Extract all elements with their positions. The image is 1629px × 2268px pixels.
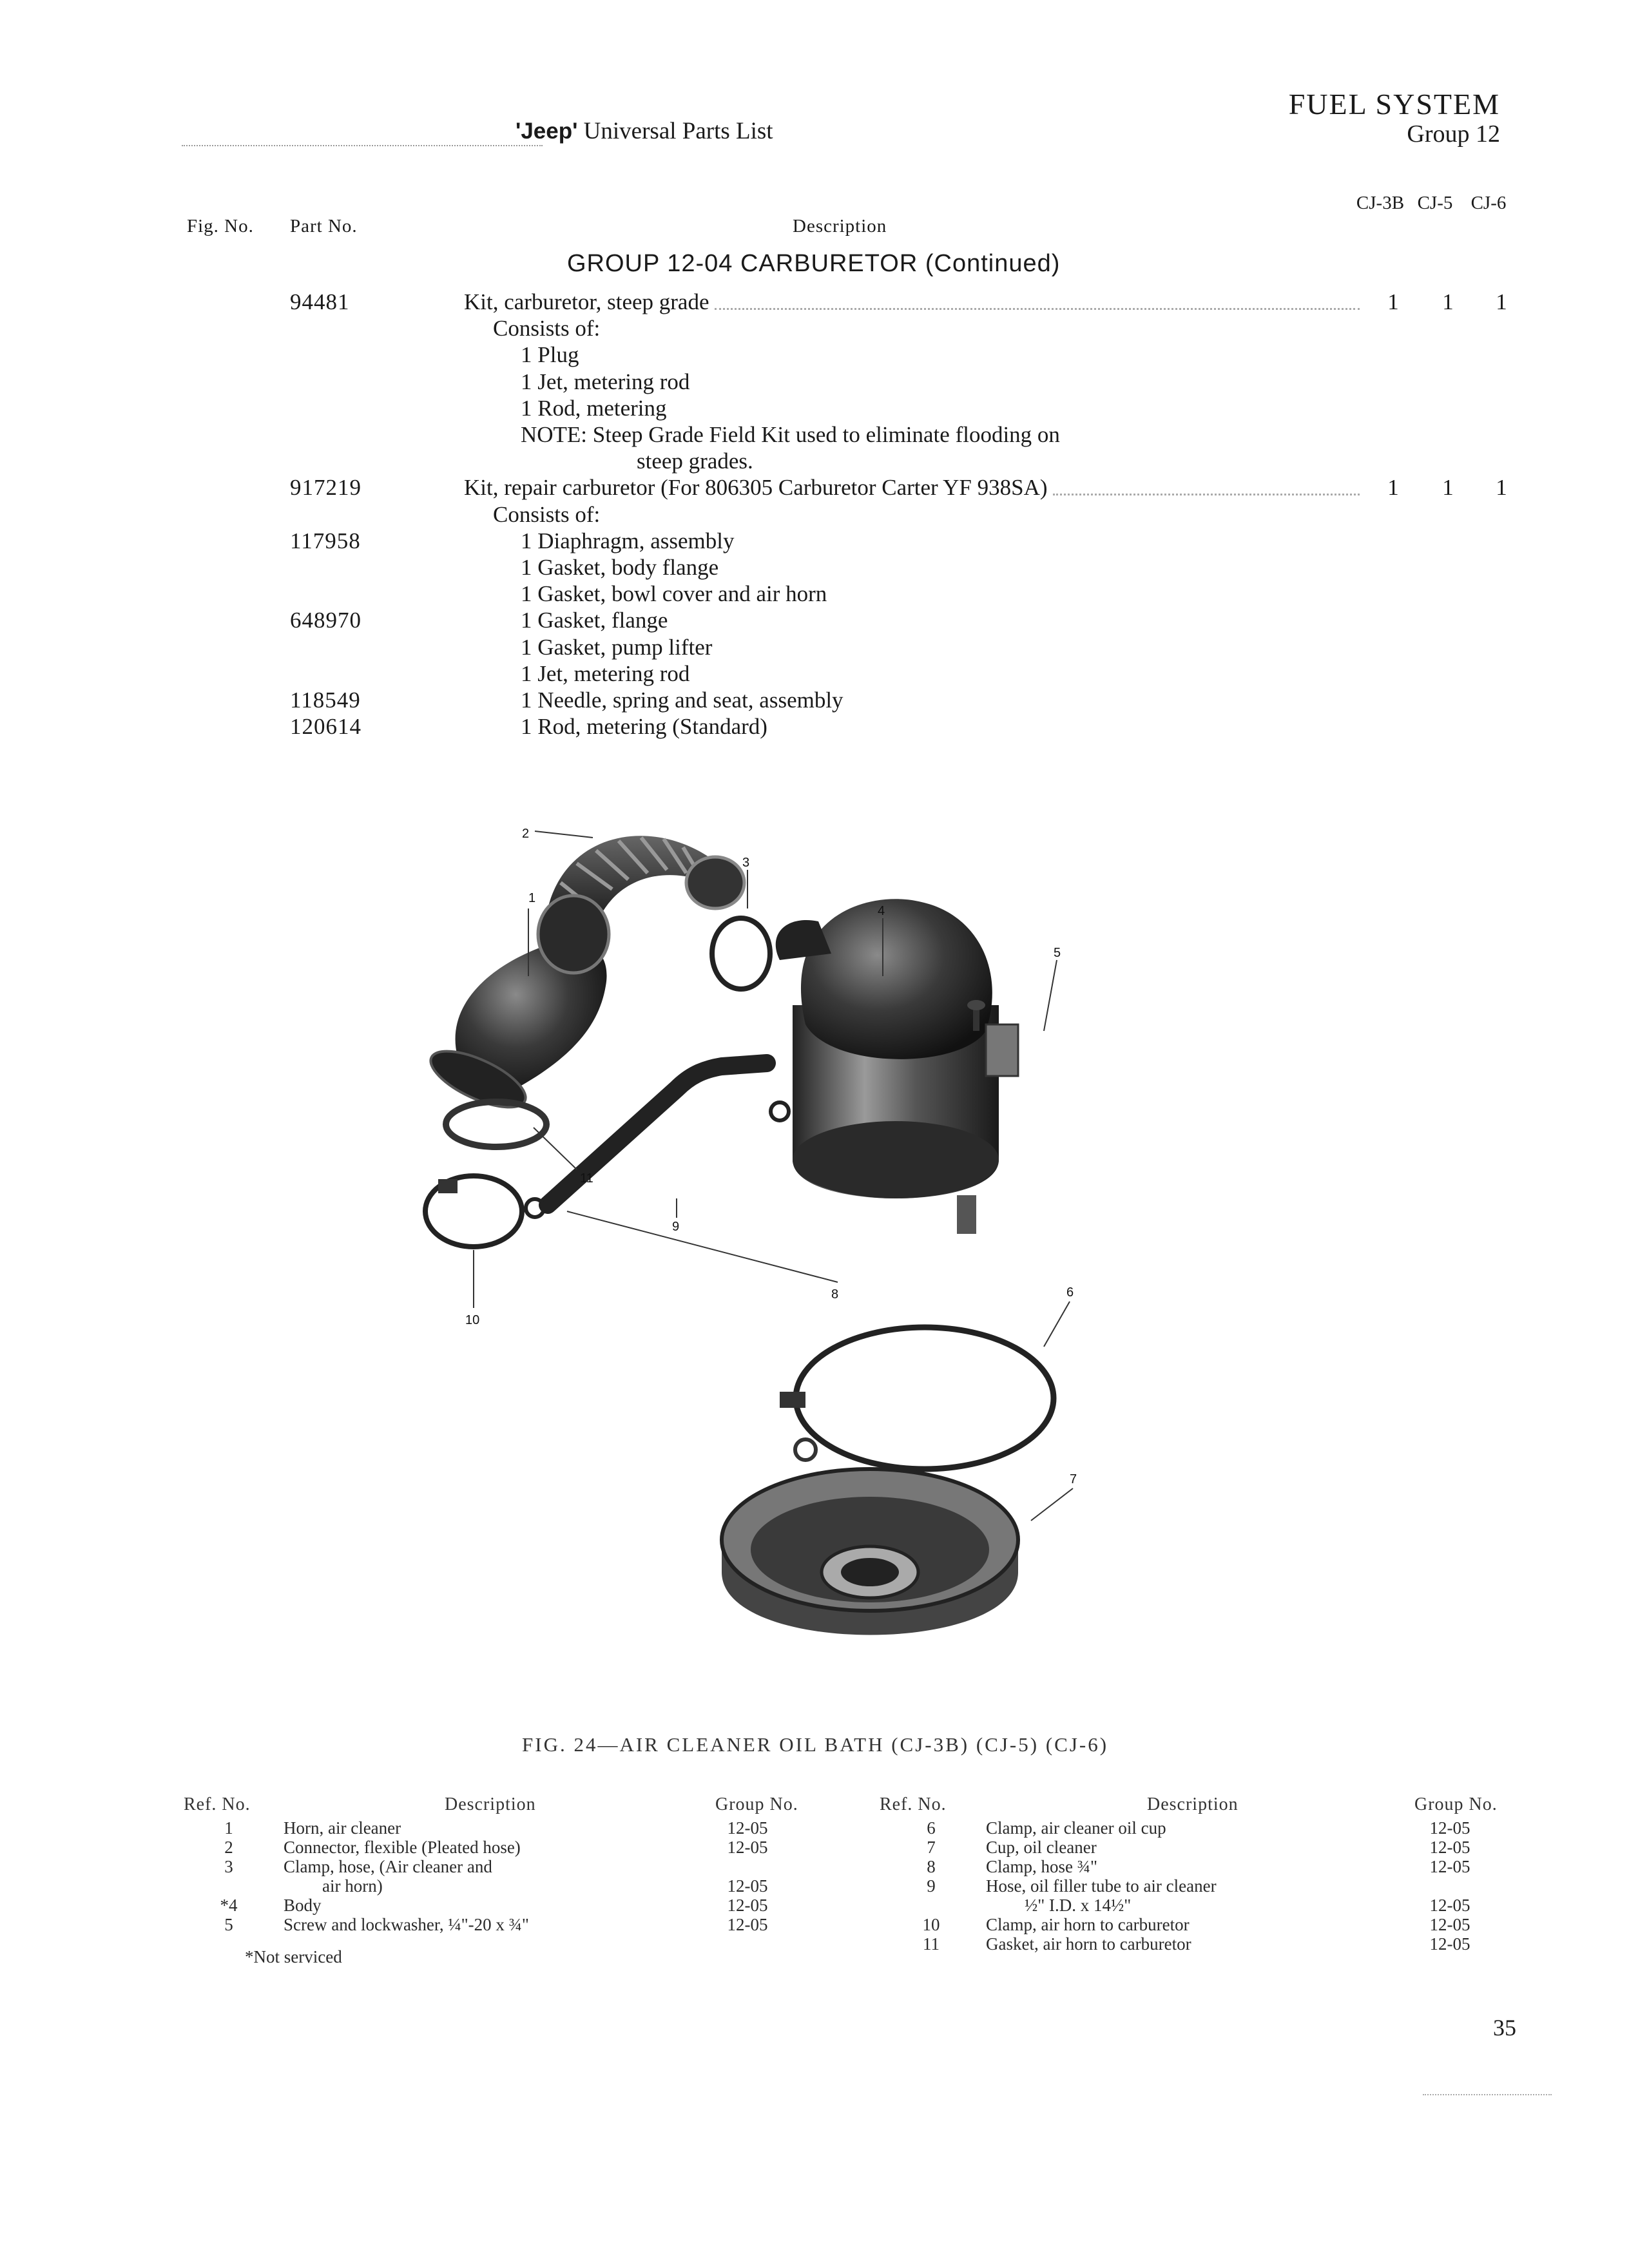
part-number: 917219 <box>290 475 361 501</box>
part-description: 1 Gasket, pump lifter <box>521 634 713 660</box>
part-number: 117958 <box>290 528 361 553</box>
dotted-leader <box>715 308 1360 310</box>
part-number: 120614 <box>290 714 361 740</box>
oil-cup-clamp-part <box>780 1327 1054 1469</box>
model-columns <box>0 192 1629 244</box>
legend-ref-no: 8 <box>927 1857 936 1876</box>
legend-description: Hose, oil filler tube to air cleaner <box>986 1876 1217 1896</box>
legend-group-no: 12-05 <box>1429 1838 1470 1857</box>
legend-ref-no: 9 <box>927 1876 936 1896</box>
parts-row <box>0 713 1629 740</box>
quantity-cj-3b: 1 <box>1387 289 1399 314</box>
parts-row <box>0 474 1629 501</box>
clamp-part-3 <box>712 918 770 989</box>
legend-ref-no: 1 <box>224 1818 233 1838</box>
legend-footnote: *Not serviced <box>245 1947 342 1966</box>
legend-description: Horn, air cleaner <box>284 1818 401 1838</box>
model-cj3b: CJ-3B <box>1356 193 1405 213</box>
legend-group-no: 12-05 <box>727 1915 768 1934</box>
callout-11: 11 <box>580 1171 593 1186</box>
legend-group-header-right: Group No. <box>1414 1794 1498 1814</box>
parts-row <box>0 501 1629 528</box>
parts-row <box>0 341 1629 368</box>
legend-ref-no: 11 <box>923 1934 940 1954</box>
legend-group-no: 12-05 <box>1429 1915 1470 1934</box>
document-title <box>516 117 773 145</box>
legend-group-header-left: Group No. <box>715 1794 798 1814</box>
figure-caption: FIG. 24—AIR CLEANER OIL BATH (CJ-3B) (CJ-5) (CJ-6) <box>522 1733 1109 1756</box>
callout-9: 9 <box>672 1220 680 1234</box>
part-description: steep grades. <box>637 448 753 474</box>
parts-row <box>0 528 1629 554</box>
legend-description: ½" I.D. x 14½" <box>1025 1896 1132 1915</box>
part-description: Kit, repair carburetor (For 806305 Carburetor Carter YF 938SA) <box>464 475 1048 501</box>
legend-description: Screw and lockwasher, ¼"-20 x ¾" <box>284 1915 529 1934</box>
title-text: Universal Parts List <box>577 118 773 144</box>
parts-row <box>0 607 1629 633</box>
quantity-cj-3b: 1 <box>1387 475 1399 501</box>
quantity-cj-5: 1 <box>1442 289 1454 314</box>
callout-10: 10 <box>465 1313 480 1327</box>
legend-desc-header-right: Description <box>1147 1794 1239 1814</box>
part-description: 1 Needle, spring and seat, assembly <box>521 687 843 713</box>
legend-description: Body <box>284 1896 322 1915</box>
callout-2: 2 <box>522 827 530 841</box>
part-description: Consists of: <box>493 316 601 341</box>
legend-group-no: 12-05 <box>727 1818 768 1838</box>
callout-8: 8 <box>831 1287 839 1302</box>
legend-group-no: 12-05 <box>1429 1818 1470 1838</box>
part-description: 1 Jet, metering rod <box>521 369 690 394</box>
brand-name: 'Jeep' <box>516 119 578 144</box>
model-cj5: CJ-5 <box>1417 193 1453 213</box>
parts-row <box>0 634 1629 660</box>
legend-group-no: 12-05 <box>1429 1896 1470 1915</box>
legend-description: Connector, flexible (Pleated hose) <box>284 1838 521 1857</box>
part-description: 1 Jet, metering rod <box>521 660 690 686</box>
footer-rule <box>1423 2094 1552 2095</box>
part-description: NOTE: Steep Grade Field Kit used to eliminate flooding on <box>521 422 1060 447</box>
legend-description: Clamp, hose, (Air cleaner and <box>284 1857 492 1876</box>
part-description: 1 Rod, metering (Standard) <box>521 714 767 740</box>
legend-description: Gasket, air horn to carburetor <box>986 1934 1191 1954</box>
dotted-leader <box>1053 494 1360 495</box>
legend-ref-header-left: Ref. No. <box>184 1794 251 1814</box>
parts-row <box>0 554 1629 581</box>
group-label: Group 12 <box>1407 120 1500 148</box>
legend-ref-no: *4 <box>220 1896 238 1915</box>
parts-row <box>0 395 1629 421</box>
legend-description: Clamp, air horn to carburetor <box>986 1915 1190 1934</box>
legend-description: Cup, oil cleaner <box>986 1838 1097 1857</box>
part-description: 1 Gasket, bowl cover and air horn <box>521 581 827 607</box>
parts-row <box>0 289 1629 315</box>
col-fig-no: Fig. No. <box>187 216 254 236</box>
part-description: 1 Diaphragm, assembly <box>521 528 735 553</box>
model-cj6: CJ-6 <box>1470 193 1507 213</box>
legend-ref-no: 5 <box>224 1915 233 1934</box>
section-title: FUEL SYSTEM <box>1288 88 1500 120</box>
page-number: 35 <box>1493 2015 1516 2041</box>
legend-description: air horn) <box>322 1876 383 1896</box>
parts-row <box>0 448 1629 474</box>
legend-ref-no: 2 <box>224 1838 233 1857</box>
legend-group-no: 12-05 <box>727 1838 768 1857</box>
legend-group-no: 12-05 <box>727 1896 768 1915</box>
part-description: 1 Rod, metering <box>521 395 667 421</box>
part-description: 1 Gasket, body flange <box>521 555 719 580</box>
air-cleaner-illustration <box>419 812 1289 1727</box>
col-description: Description <box>793 216 887 236</box>
part-number: 118549 <box>290 687 361 713</box>
callout-7: 7 <box>1070 1472 1077 1486</box>
parts-row <box>0 660 1629 687</box>
legend-group-no: 12-05 <box>727 1876 768 1896</box>
legend-ref-no: 3 <box>224 1857 233 1876</box>
parts-row <box>0 421 1629 448</box>
oil-cup-part <box>722 1469 1018 1635</box>
legend-ref-header-right: Ref. No. <box>880 1794 947 1814</box>
legend-group-no: 12-05 <box>1429 1857 1470 1876</box>
parts-row <box>0 581 1629 607</box>
legend-ref-no: 7 <box>927 1838 936 1857</box>
part-number: 94481 <box>290 289 350 314</box>
hose-clamp-part <box>771 1102 789 1120</box>
clamp-part-10 <box>425 1176 522 1247</box>
part-description: 1 Gasket, flange <box>521 608 668 633</box>
col-part-no: Part No. <box>290 216 358 236</box>
quantity-cj-5: 1 <box>1442 475 1454 501</box>
quantity-cj-6: 1 <box>1496 289 1507 314</box>
callout-3: 3 <box>742 856 750 870</box>
legend-description: Clamp, hose ¾" <box>986 1857 1098 1876</box>
group-heading: GROUP 12-04 CARBURETOR (Continued) <box>567 250 1061 277</box>
part-number: 648970 <box>290 608 361 633</box>
legend-group-no: 12-05 <box>1429 1934 1470 1954</box>
legend-ref-no: 6 <box>927 1818 936 1838</box>
part-description: Kit, carburetor, steep grade <box>464 289 709 314</box>
parts-row <box>0 369 1629 395</box>
gasket-part <box>446 1102 546 1147</box>
legend-description: Clamp, air cleaner oil cup <box>986 1818 1166 1838</box>
callout-5: 5 <box>1054 946 1061 960</box>
air-cleaner-body-part <box>776 899 1018 1234</box>
callout-1: 1 <box>528 891 536 905</box>
quantity-cj-6: 1 <box>1496 475 1507 501</box>
part-description: Consists of: <box>493 501 601 527</box>
legend-ref-no: 10 <box>922 1915 940 1934</box>
parts-row <box>0 315 1629 341</box>
callout-6: 6 <box>1066 1285 1074 1300</box>
callout-4: 4 <box>878 904 885 918</box>
legend-desc-header-left: Description <box>445 1794 536 1814</box>
part-description: 1 Plug <box>521 342 579 368</box>
header-rule <box>182 145 543 146</box>
parts-row <box>0 687 1629 713</box>
